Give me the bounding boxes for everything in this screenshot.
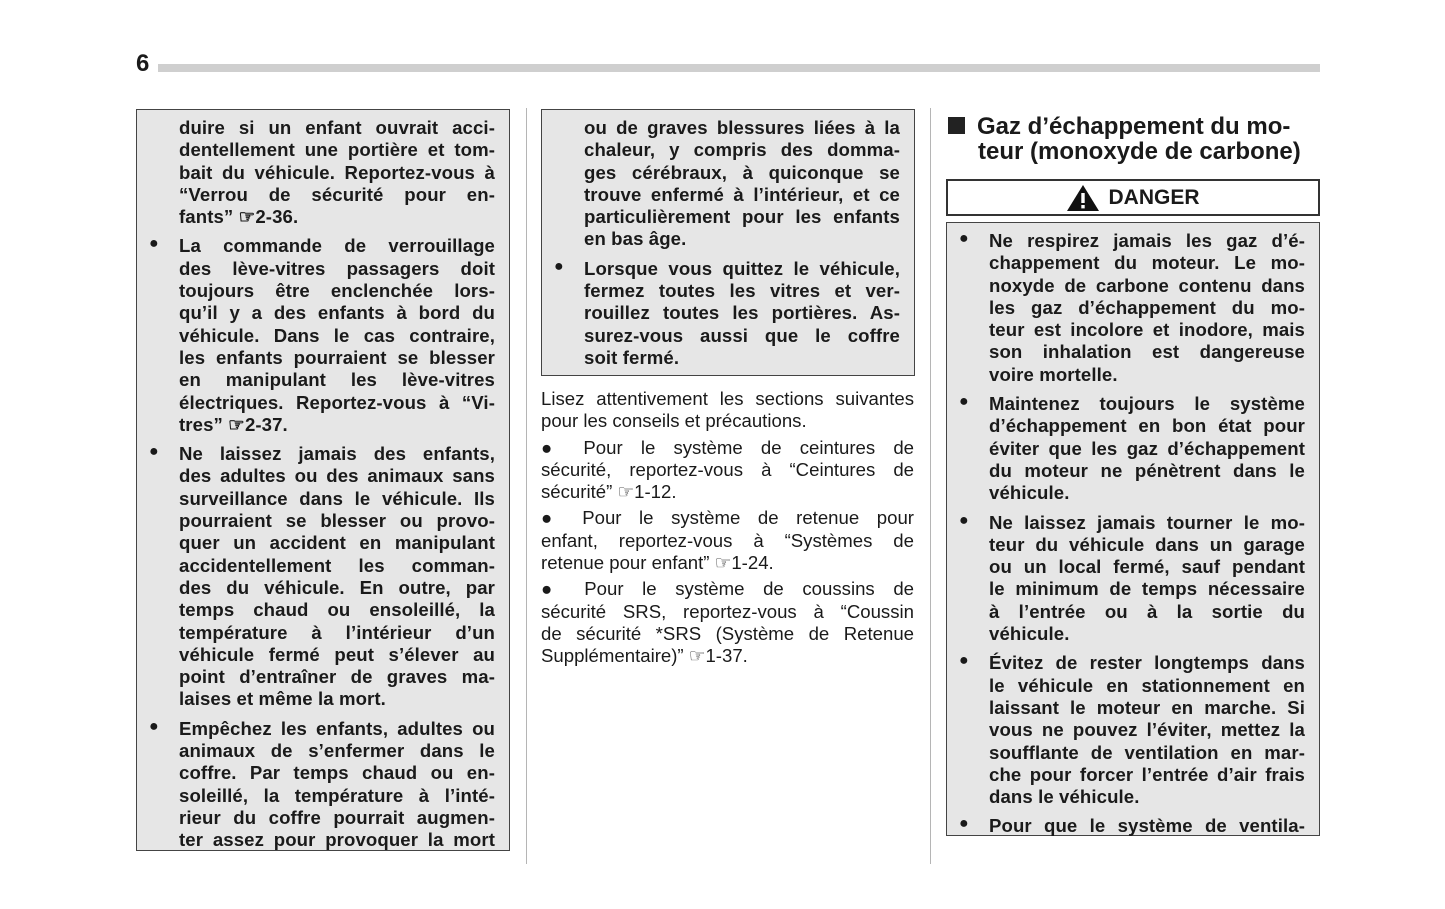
reference-seatbelts: ● Pour le système de ceintures de sécurité, reportez-vous à “Ceintures de sécurité” ☞1-12.	[541, 436, 914, 503]
bullet-icon: ●	[959, 652, 969, 670]
bullet-icon: ●	[959, 511, 969, 529]
list-item: ● Lorsque vous quittez le véhicule, fermez toutes les vitres et ver- rouillez toutes les portières. As- surez-vous aussi que le coffre soit fermé.	[542, 258, 900, 369]
column-divider	[526, 108, 527, 864]
danger-label: DANGER	[946, 179, 1320, 216]
continued-paragraph: duire si un enfant ouvrait acci- dentellement une portière et tom- bait du véhicule. Reportez-vous à “Verrou de sécurité pour en- fants” ☞2-36.	[179, 117, 495, 228]
bullet-icon: ●	[149, 443, 159, 461]
page-number: 6	[136, 50, 150, 77]
bullet-icon: ●	[149, 717, 159, 735]
bullet-icon: ●	[959, 815, 969, 833]
warning-box-children-cont	[541, 109, 915, 376]
list-item: ● Maintenez toujours le système d’échappement en bon état pour éviter que les gaz d’échappement du moteur ne pénètrent dans le véhicule.	[947, 393, 1305, 504]
bullet-icon: ●	[554, 257, 564, 275]
list-item: ● Ne respirez jamais les gaz d’é- chappement du moteur. Le mo- noxyde de carbone contenu dans les gaz d’échappement du mo- teur est incolore et inodore, mais son inhalation est dangereuse voire mortelle.	[947, 230, 1305, 386]
header-rule	[158, 64, 1320, 72]
list-item: ● Pour que le système de ventila-	[947, 815, 1305, 837]
body-text	[541, 388, 914, 672]
reference-airbags: ● Pour le système de coussins de sécurité SRS, reportez-vous à “Coussin de sécurité *SRS (Système de Retenue Supplémentaire)” ☞1-37.	[541, 578, 914, 667]
section-heading: Gaz d’échappement du mo- teur (monoxyde de carbone)	[948, 114, 1320, 164]
warning-box-children	[136, 109, 510, 851]
continued-paragraph: ou de graves blessures liées à la chaleur, y compris des domma- ges cérébraux, à quiconque se trouve enfermé à l’intérieur, et ce particulièrement pour les enfants en bas âge.	[584, 117, 900, 250]
list-item: ● La commande de verrouillage des lève-vitres passagers doit toujours être enclenchée lors- qu’il y a des enfants à bord du véhicule. Dans le cas contraire, les enfants pourraient se blesser en manipulant les lève-vitres électriques. Reportez-vous à “Vi- tres” ☞2-37.	[137, 235, 495, 436]
list-item: ● Ne laissez jamais des enfants, des adultes ou des animaux sans surveillance dans le véhicule. Ils pourraient se blesser ou provo- quer un accident en manipulant accidentellement les comman- des du véhicule. En outre, par temps chaud ou ensoleillé, la température à l’intérieur d’un véhicule fermé peut s’élever au point d’entraîner de graves ma- laises et même la mort.	[137, 443, 495, 711]
bullet-icon: ●	[149, 235, 159, 253]
intro-paragraph: Lisez attentivement les sections suivantes pour les conseils et précautions.	[541, 388, 914, 432]
list-item: ● Empêchez les enfants, adultes ou animaux de s’enfermer dans le coffre. Par temps chaud ou en- soleillé, la température à l’inté- rieur du coffre pourrait augmen- ter assez pour provoquer la mort	[137, 718, 495, 852]
column-divider	[930, 108, 931, 864]
warning-triangle-icon	[1066, 184, 1100, 212]
list-item: ● Évitez de rester longtemps dans le véhicule en stationnement en laissant le moteur en marche. Si vous ne pouvez l’éviter, mettez la soufflante de ventilation en mar- che pour forcer l’entrée d’air frais dans le véhicule.	[947, 652, 1305, 808]
reference-child-restraint: ● Pour le système de retenue pour enfant, reportez-vous à “Systèmes de retenue pour enfant” ☞1-24.	[541, 507, 914, 574]
list-item: ● Ne laissez jamais tourner le mo- teur du véhicule dans un garage ou un local fermé, sauf pendant le minimum de temps nécessaire à l’entrée ou à la sortie du véhicule.	[947, 512, 1305, 646]
danger-box-exhaust	[946, 222, 1320, 836]
bullet-icon: ●	[959, 230, 969, 247]
square-bullet-icon	[948, 117, 965, 134]
bullet-icon: ●	[959, 393, 969, 411]
